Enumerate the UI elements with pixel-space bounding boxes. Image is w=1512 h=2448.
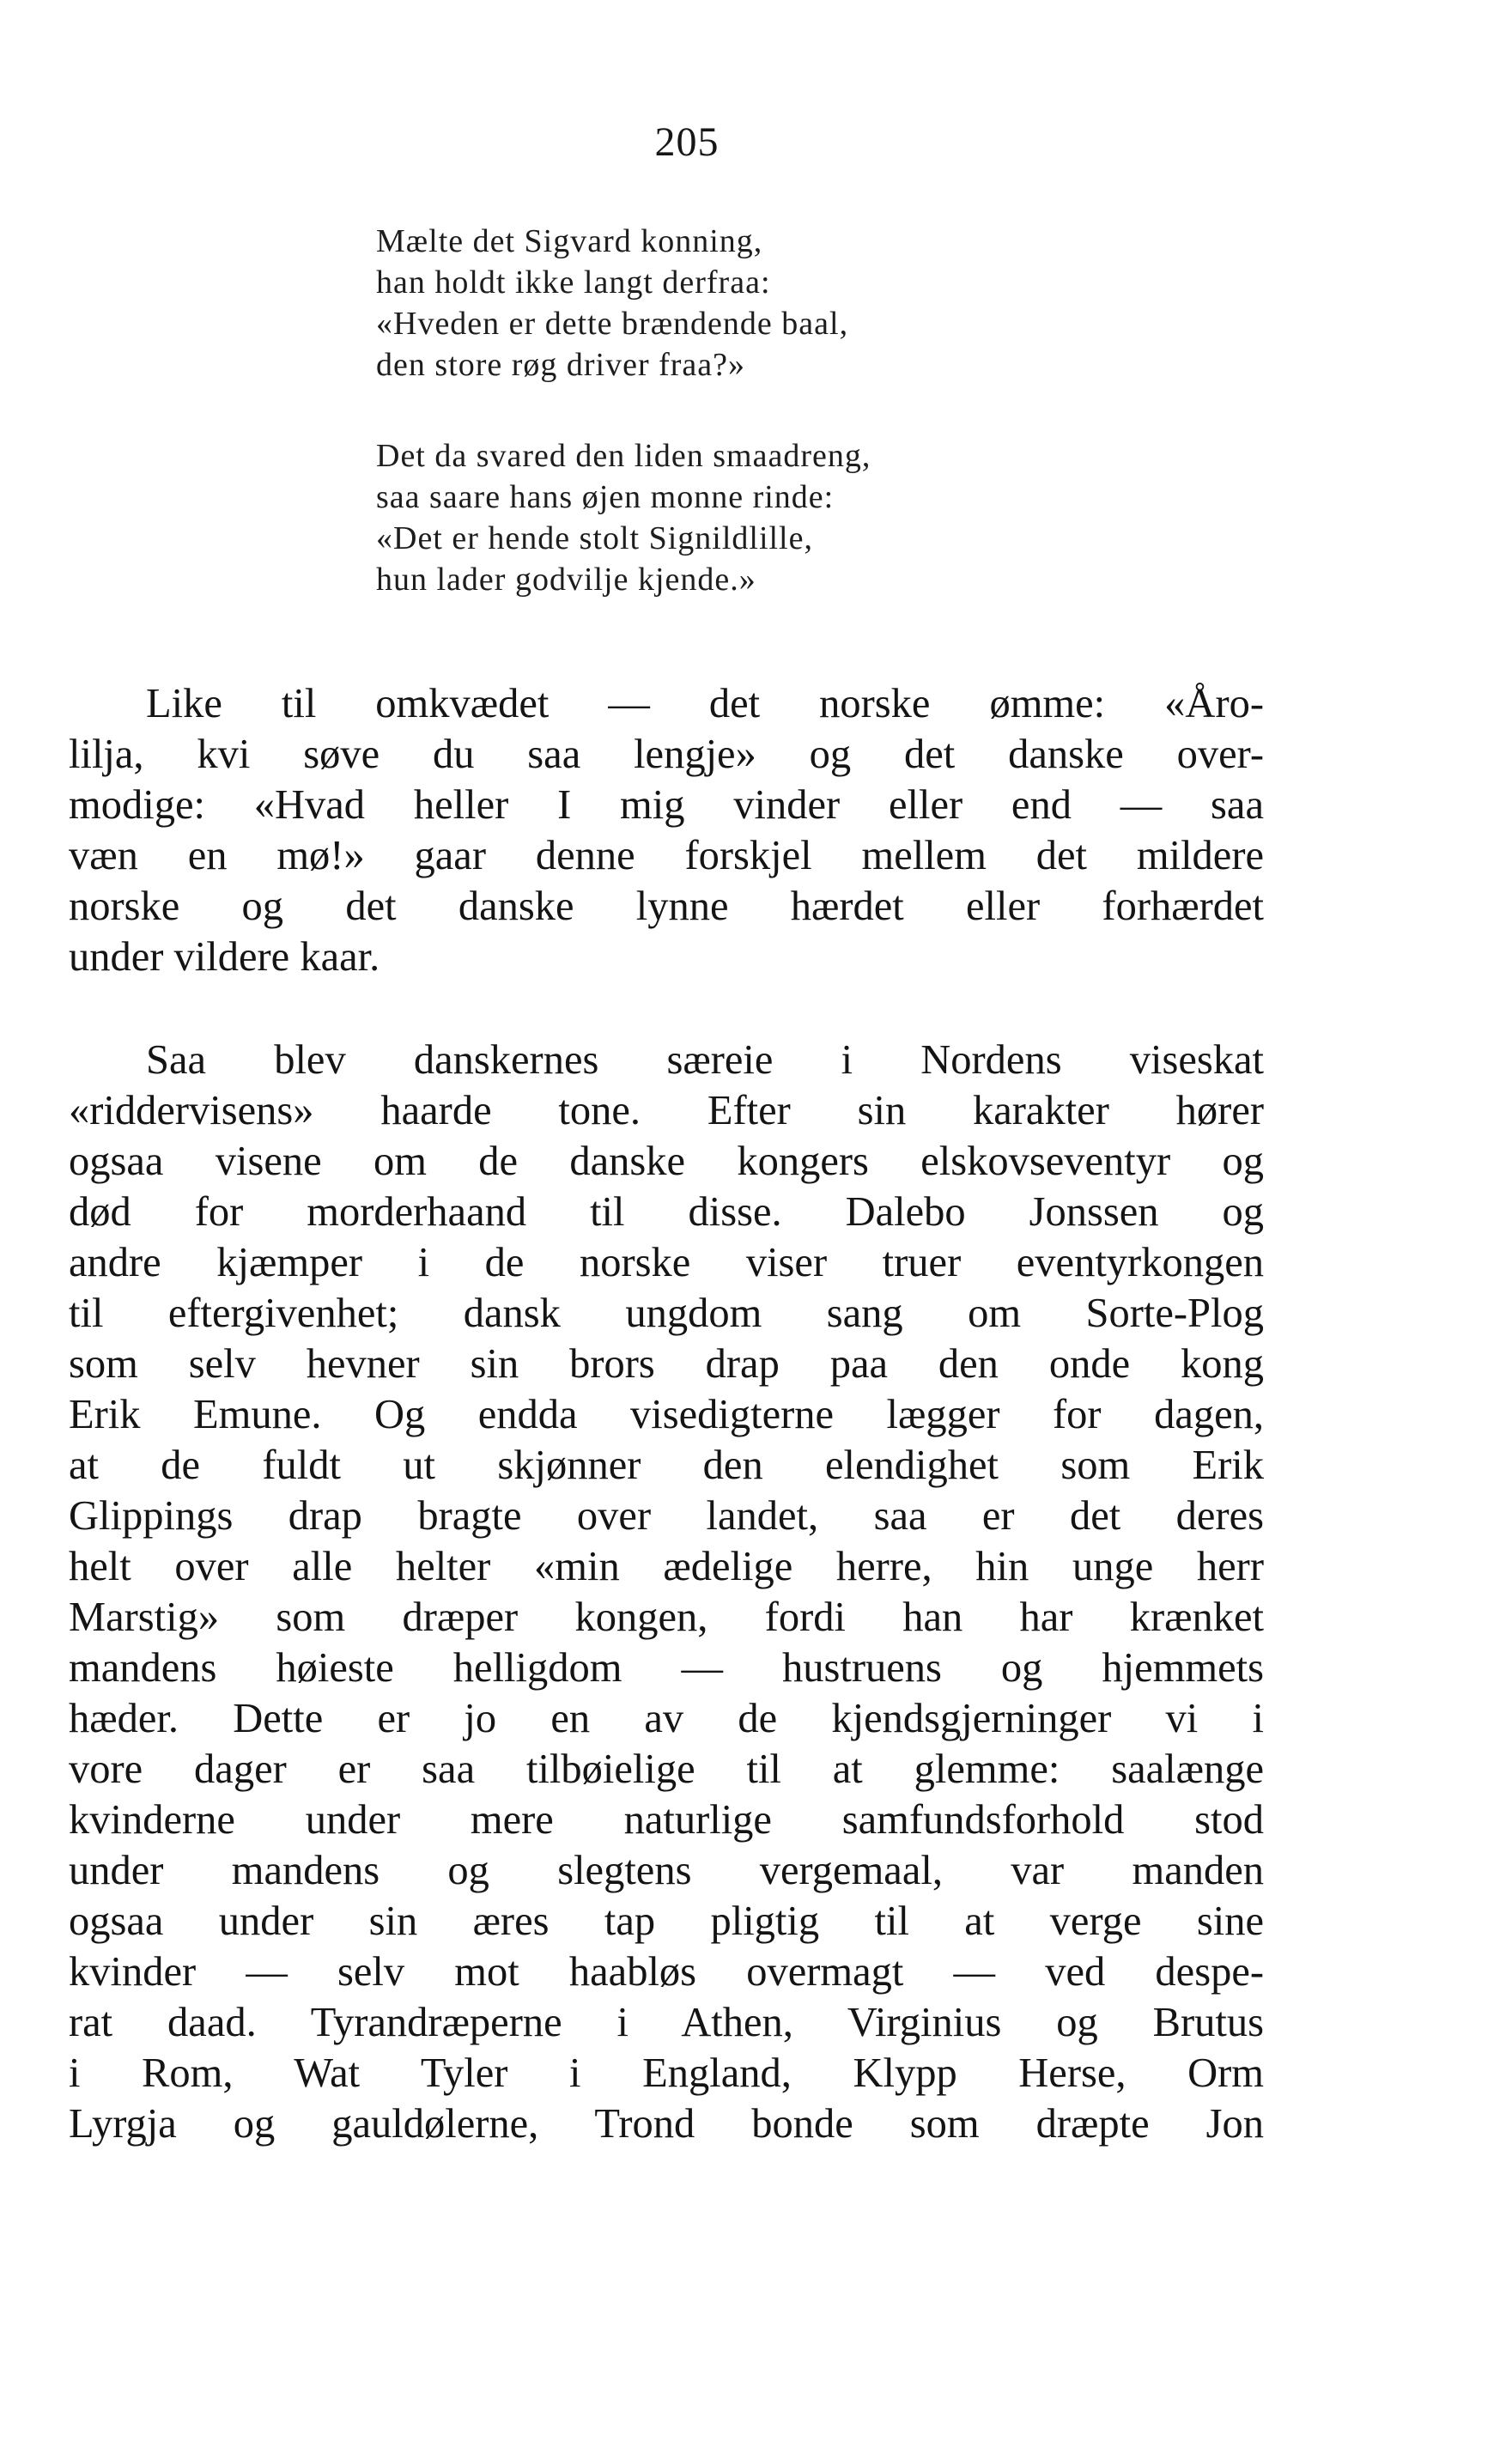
text-line: kvinder — selv mot haabløs overmagt — ved despe- (69, 1949, 1264, 1995)
verse-stanza-1 (376, 221, 848, 386)
verse-line: «Hveden er dette brændende baal, (376, 306, 849, 342)
text-line: «riddervisens» haarde tone. Efter sin karakter hører (69, 1088, 1264, 1133)
text-line: andre kjæmper i de norske viser truer eventyrkongen (69, 1240, 1264, 1285)
text-line: ogsaa under sin æres tap pligtig til at verge sine (69, 1898, 1264, 1944)
text-line: Lyrgja og gauldølerne, Trond bonde som dræpte Jon (69, 2101, 1264, 2147)
text-line: Saa blev danskernes særeie i Nordens viseskat (146, 1037, 1264, 1083)
verse-line: hun lader godvilje kjende.» (376, 562, 756, 598)
text-line: under mandens og slegtens vergemaal, var manden (69, 1848, 1264, 1893)
text-line: væn en mø!» gaar denne forskjel mellem det mildere (69, 833, 1264, 878)
verse-line: saa saare hans øjen monne rinde: (376, 479, 835, 515)
text-line: mandens høieste helligdom — hustruens og hjemmets (69, 1645, 1264, 1691)
text-line: i Rom, Wat Tyler i England, Klypp Herse, Orm (69, 2050, 1264, 2096)
text-line: norske og det danske lynne hærdet eller forhærdet (69, 884, 1264, 929)
text-line: som selv hevner sin brors drap paa den onde kong (69, 1341, 1264, 1387)
text-line: kvinderne under mere naturlige samfundsforhold stod (69, 1797, 1264, 1843)
page-number: 205 (654, 119, 720, 165)
paragraph-2 (69, 1035, 1264, 2149)
text-line: modige: «Hvad heller I mig vinder eller end — saa (69, 782, 1264, 828)
text-line: at de fuldt ut skjønner den elendighet som Erik (69, 1443, 1264, 1488)
text-line: ogsaa visene om de danske kongers elskovseventyr og (69, 1139, 1264, 1184)
text-line: Like til omkvædet — det norske ømme: «Åro- (146, 681, 1264, 726)
text-line: Erik Emune. Og endda visedigterne lægger for dagen, (69, 1392, 1264, 1437)
text-line: lilja, kvi søve du saa lengje» og det danske over- (69, 732, 1264, 777)
paragraph-1 (69, 678, 1264, 982)
verse-line: den store røg driver fraa?» (376, 347, 746, 383)
verse-line: «Det er hende stolt Signildlille, (376, 520, 813, 556)
text-line: rat daad. Tyrandræperne i Athen, Virginius og Brutus (69, 2000, 1264, 2045)
text-line: til eftergivenhet; dansk ungdom sang om Sorte-Plog (69, 1291, 1264, 1336)
text-line: Glippings drap bragte over landet, saa er det deres (69, 1493, 1264, 1539)
verse-line: Det da svared den liden smaadreng, (376, 438, 871, 474)
text-line: under vildere kaar. (69, 934, 380, 980)
text-line: hæder. Dette er jo en av de kjendsgjerninger vi i (69, 1696, 1264, 1741)
text-line: død for morderhaand til disse. Dalebo Jonssen og (69, 1189, 1264, 1235)
verse-stanza-2 (376, 435, 871, 600)
text-line: vore dager er saa tilbøielige til at glemme: saalænge (69, 1746, 1264, 1792)
verse-line: Mælte det Sigvard konning, (376, 223, 763, 259)
text-line: helt over alle helter «min ædelige herre, hin unge herr (69, 1544, 1264, 1589)
text-line: Marstig» som dræper kongen, fordi han har krænket (69, 1595, 1264, 1640)
verse-line: han holdt ikke langt derfraa: (376, 264, 771, 301)
